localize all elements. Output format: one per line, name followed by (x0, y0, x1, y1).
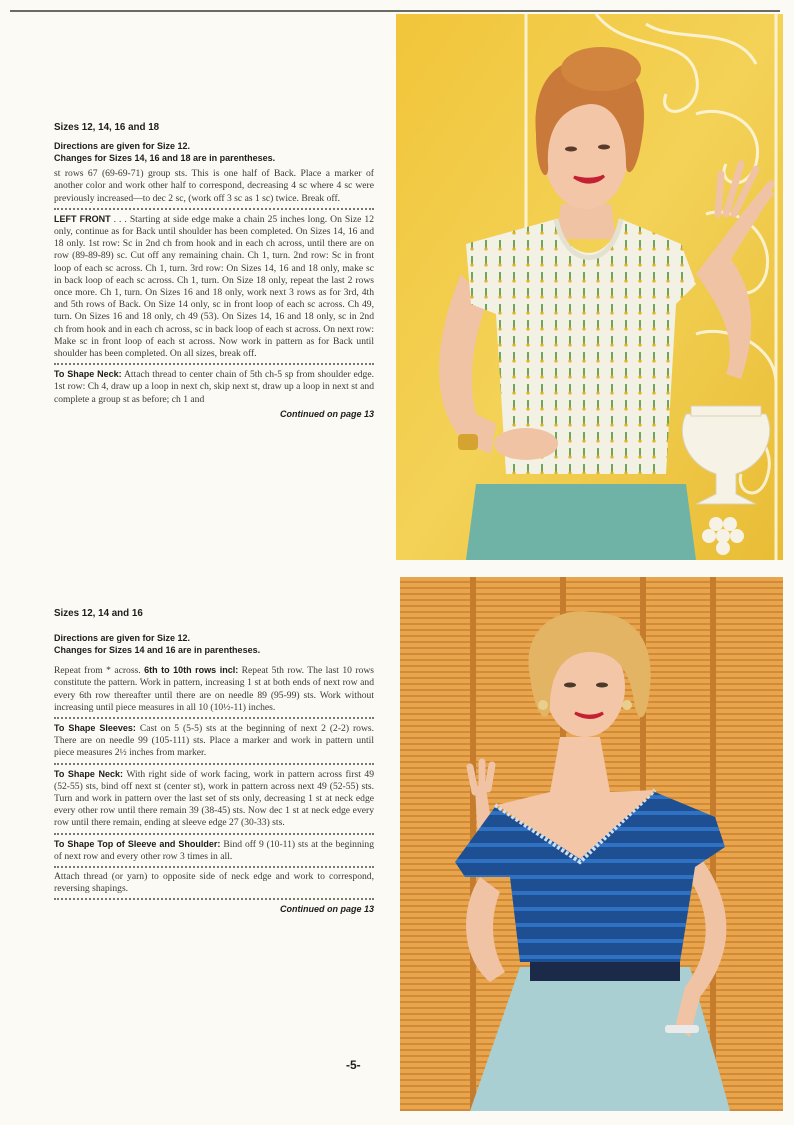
illustration-top (396, 14, 783, 560)
divider (54, 866, 374, 868)
divider (54, 717, 374, 719)
top-sleeve-text: Bind off 9 (10-11) sts at the beginning of next row and every other row 3 times in all. (54, 838, 374, 862)
top-sleeve-label: To Shape Top of Sleeve and Shoulder: (54, 838, 221, 849)
left-front-text: . . . Starting at side edge make a chain 25 inches long. On Size 12 only, continue as for Back until shoulder has been completed. On Sizes 14, 16 and 18 only. 1st row: Sc in 2nd ch from hook and in each ch across, until there are on row (89-89-89) sc. Cut off any remaining chain. Ch 1, turn. 2nd row: Sc in front loop of each sc across. Ch 1, turn. 3rd row: On Sizes 14, 16 and 18 only, make sc in back loop of each sc across. Ch 1, turn. On Size 18 only, repeat the last 2 rows once more. Ch 1, turn. On Sizes 16 and 18 only, work next 3 rows as for 3rd, 4th and 5th rows of Back. On Size 14 only, sc in front loop of each sc across. Ch 49, turn. On Sizes 16 and 18 only, ch 49 (53). On Sizes 14, 16 and 18 only, sc in 2nd ch from hook and in each ch across, sc in back loop of each st across. On next row: Make sc in front loop of each st across. Now work in pattern as for Back until shoulder has been completed. On all sizes, break off. (54, 213, 374, 360)
photo-top-crochet-blouse (396, 14, 783, 560)
left-front-paragraph (54, 213, 374, 360)
repeat-text-a: Repeat from * across. (54, 665, 141, 677)
sleeves-text: Cast on 5 (5-5) sts at the beginning of next 2 (2-2) rows. There are on needle 99 (105-111) sts. Place a marker and work in pattern until piece measures 2½ inches from marker. (54, 723, 375, 759)
continued-note-1: Continued on page 13 (279, 408, 374, 419)
attach-paragraph: Attach thread (or yarn) to opposite side of neck edge and work to correspond, reversing shapings. (54, 871, 374, 895)
section-2-changes: Changes for Sizes 14 and 16 are in parentheses. (54, 645, 261, 656)
section-1-changes: Changes for Sizes 14, 16 and 18 are in parentheses. (54, 153, 276, 164)
illustration-bottom (400, 577, 783, 1111)
repeat-label: 6th to 10th rows incl: (144, 665, 239, 676)
section-2-sizes-heading: Sizes 12, 14 and 16 (54, 608, 143, 619)
divider (54, 363, 374, 365)
sleeves-label: To Shape Sleeves: (54, 723, 136, 734)
section-2-directions: Directions are given for Size 12. (54, 633, 191, 644)
shape-neck-paragraph (54, 368, 374, 406)
divider (54, 763, 374, 765)
pattern-section-1 (54, 122, 374, 420)
repeat-text-b: Repeat 5th row. The last 10 rows constitute the pattern. Work in pattern, increasing 1 st at both ends of next row and every 6th row thereafter until there are on needle 89 (95-99) sts. Work without increasing until piece measures in all 10 (10½-11) inches. (54, 665, 375, 713)
continued-note-2: Continued on page 13 (279, 904, 374, 915)
section-1-intro-text: st rows 67 (69-69-71) group sts. This is one half of Back. Place a marker of another color and work other half to correspond, decreasing 4 sc where 4 sc were previously increased—to dec 2 sc, (work off 3 sc as 1 sc) twice. Break off. (54, 168, 374, 204)
neck-label: To Shape Neck: (54, 768, 124, 779)
top-sleeve-paragraph (54, 838, 374, 863)
pattern-section-2 (54, 608, 374, 916)
page-number: -5- (346, 1058, 361, 1072)
left-front-label: LEFT FRONT (54, 213, 111, 224)
neck-paragraph (54, 768, 374, 830)
divider (54, 833, 374, 835)
shape-neck-text: Attach thread to center chain of 5th ch-5 sp from shoulder edge. 1st row: Ch 4, draw up a loop in next ch, skip next st, draw up a loop in next st and complete a group st as before; ch 1 and (54, 369, 374, 405)
top-border-rule (10, 10, 780, 12)
neck-text: With right side of work facing, work in pattern across first 49 (52-55) sts, bind off next st (center st), work in pattern across next 49 (52-55) sts. Turn and work in pattern over the last set of sts only, decreasing 1 st at neck edge every other row until there remain 39 (38-45) sts. Now dec 1 st at neck edge every row until there remain, ending at sleeve edge 27 (30-33) sts. (54, 768, 374, 829)
repeat-paragraph (54, 664, 374, 714)
section-1-directions: Directions are given for Size 12. (54, 141, 191, 152)
divider (54, 898, 374, 900)
divider (54, 208, 374, 210)
shape-neck-label: To Shape Neck: (54, 369, 122, 380)
photo-bottom-knit-top (400, 577, 783, 1111)
section-1-sizes-heading: Sizes 12, 14, 16 and 18 (54, 122, 160, 133)
sleeves-paragraph (54, 722, 374, 760)
